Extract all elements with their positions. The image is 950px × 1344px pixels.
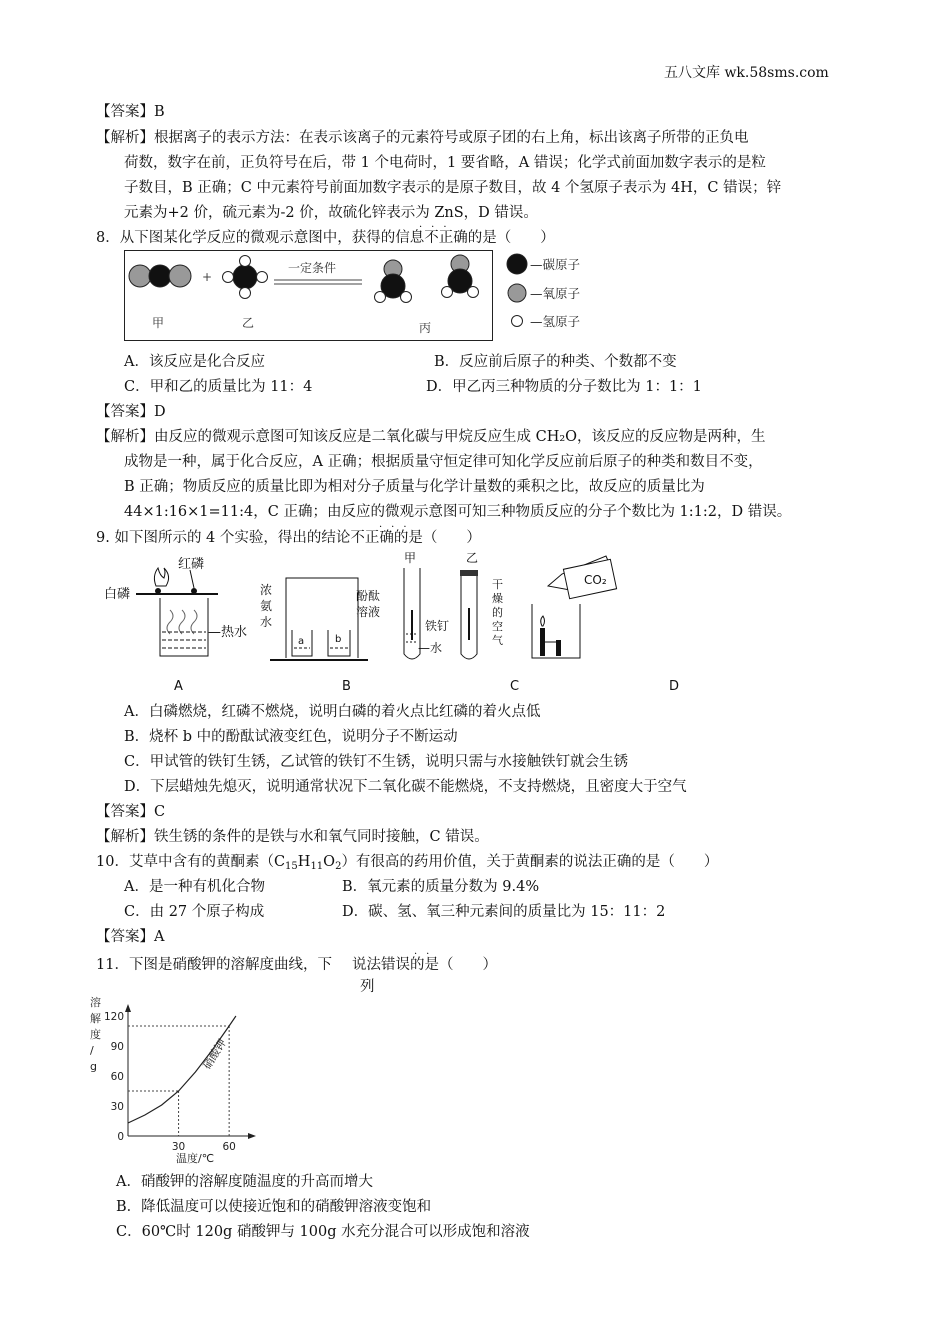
- q9-answer: 【答案】C: [96, 804, 166, 820]
- hydrogen-legend-icon: [512, 316, 523, 327]
- y-axis-title-char: 度: [90, 1028, 101, 1041]
- dry-air-label: 空: [492, 620, 503, 633]
- q11-stem-text: 11．下图是硝酸钾的溶解度曲线，下: [96, 957, 332, 973]
- q11-stem-tail: 的是（ ）: [409, 957, 497, 973]
- oxygen-legend-icon: [508, 284, 526, 302]
- q8-option-a: A．该反应是化合反应: [124, 354, 265, 370]
- beaker-a-label: a: [298, 636, 305, 647]
- dry-air-label: 燥: [492, 592, 503, 605]
- series-label-kno3: 硝酸钾: [200, 1036, 229, 1072]
- q11-option-b: B．降低温度可以使接近饱和的硝酸钾溶液变饱和: [116, 1199, 432, 1215]
- dry-air-label: 气: [492, 634, 503, 647]
- co2-label: CO₂: [584, 573, 607, 587]
- legend-oxygen: —氧原子: [530, 286, 581, 301]
- ammonia-label: 氨: [260, 599, 273, 613]
- formula-subscript: 2: [335, 861, 342, 872]
- ammonia-label: 水: [260, 615, 273, 629]
- q9-emphasis-dots: ···: [379, 522, 416, 533]
- hot-water-label: —热水: [208, 625, 248, 640]
- product-molecule: [375, 260, 412, 303]
- q9-emphasis-text: 不正确: [350, 530, 394, 546]
- q8-option-b: B．反应前后原子的种类、个数都不变: [434, 354, 677, 370]
- x-tick-label: 60: [222, 1141, 236, 1153]
- experiment-a: [104, 556, 247, 656]
- iron-nail-label: 铁钉: [425, 619, 450, 633]
- white-phosphorus-label: 白磷: [104, 587, 131, 602]
- reaction-condition: 一定条件: [288, 261, 337, 275]
- carbon-atom: [233, 265, 257, 289]
- red-phosphorus-label: 红磷: [178, 557, 205, 572]
- bell-jar: [286, 578, 358, 658]
- q10-answer: 【答案】A: [96, 929, 165, 945]
- q9-stem-text: 9. 如下图所示的 4 个实验，得出的结论: [96, 530, 351, 546]
- experiment-b: [260, 578, 380, 660]
- hydrogen-atom: [257, 272, 268, 283]
- product-molecule: [442, 255, 479, 298]
- q8-option-d: D．甲乙丙三种物质的分子数比为 1：1：1: [426, 379, 702, 395]
- y-axis-title: [90, 995, 101, 1073]
- exp-label-a: A: [174, 679, 183, 694]
- tall-candle: [540, 628, 545, 656]
- q8-analysis-line: 44×1:16×1=11:4，C 正确；由反应的微观示意图可知三种物质反应的分子个数比为 1:1:2，D 错误。: [124, 504, 792, 520]
- q11-option-c: C．60℃时 120g 硝酸钾与 100g 水充分混合可以形成饱和溶液: [116, 1224, 530, 1240]
- q8-option-c: C．甲和乙的质量比为 11：4: [124, 379, 313, 395]
- q8-stem-tail: 的是（ ）: [467, 230, 555, 246]
- dry-air-label: 干: [492, 578, 503, 591]
- hydrogen-atom: [223, 272, 234, 283]
- label-jia: 甲: [152, 316, 165, 330]
- q8-reaction-diagram: [124, 250, 494, 342]
- q7-answer: 【答案】B: [96, 104, 165, 120]
- tube-jia-label: 甲: [404, 551, 417, 565]
- x-tick-label: 30: [171, 1141, 186, 1153]
- formula-subscript: 11: [310, 861, 324, 872]
- q8-emphasis-text: 不正确: [424, 230, 468, 246]
- q8-stem-text: 8．从下图某化学反应的微观示意图中，获得的信息: [96, 230, 425, 246]
- q7-analysis-line: 子数目，B 正确；C 中元素符号前面加数字表示的是原子数目，故 4 个氢原子表示为 4H，C 错误；锌: [124, 180, 782, 196]
- q8-analysis-line: B 正确；物质反应的质量比即为相对分子质量与化学计量数的乘积之比，故反应的质量比为: [124, 479, 705, 495]
- experiment-c: [404, 551, 503, 659]
- oxygen-atom: [169, 265, 191, 287]
- tube-yi-label: 乙: [466, 551, 479, 565]
- formula-subscript: 15: [285, 861, 298, 872]
- hydrogen-atom: [240, 288, 251, 299]
- x-axis-arrow: [248, 1133, 256, 1139]
- y-tick-label: 30: [110, 1101, 124, 1113]
- q7-analysis-line: 荷数，数字在前，正负符号在后，带 1 个电荷时，1 要省略，A 错误；化学式前面加数字表示的是粒: [124, 155, 766, 171]
- white-p-sample: [155, 588, 161, 594]
- y-tick-label: 0: [117, 1131, 124, 1143]
- stopper: [460, 570, 478, 576]
- q11-option-a: A．硝酸钾的溶解度随温度的升高而增大: [116, 1174, 373, 1190]
- q9-option-d: D．下层蜡烛先熄灭，说明通常状况下二氧化碳不能燃烧，不支持燃烧，且密度大于空气: [124, 779, 687, 795]
- flame-icon: [541, 616, 545, 626]
- formula-element: H: [297, 854, 311, 870]
- q9-analysis: 【解析】铁生锈的条件的是铁与水和氧气同时接触，C 错误。: [96, 829, 489, 845]
- q10-option-c: C．由 27 个原子构成: [124, 904, 265, 920]
- pointer-line: [190, 570, 194, 588]
- q10-stem-text: 10．艾草中含有的黄酮素（C: [96, 854, 286, 870]
- solubility-chart: [84, 992, 264, 1164]
- flame-icon: [154, 568, 168, 586]
- phenolphthalein-label: 溶液: [356, 605, 381, 619]
- oxygen-atom: [129, 265, 151, 287]
- y-tick-label: 90: [110, 1041, 124, 1053]
- q9-stem-tail: 的是（ ）: [393, 530, 481, 546]
- water-label: —水: [418, 641, 443, 655]
- q10-stem: [96, 852, 718, 877]
- legend-carbon: —碳原子: [530, 257, 581, 272]
- y-axis-title-char: /: [90, 1044, 94, 1057]
- y-axis-title-char: g: [90, 1060, 97, 1073]
- phenolphthalein-label: 酚酞: [356, 589, 381, 603]
- q11-emphasis-dots: ··: [414, 949, 439, 960]
- short-candle: [556, 640, 561, 656]
- formula-element: O: [323, 854, 336, 870]
- legend-hydrogen: —氢原子: [530, 314, 581, 329]
- q10-option-b: B．氧元素的质量分数为 9.4%: [342, 879, 540, 895]
- q9-experiments-diagram: [100, 548, 620, 696]
- q7-analysis-line: 【解析】根据离子的表示方法：在表示该离子的元素符号或原子团的右上角，标出该离子所带的正负电: [96, 130, 749, 146]
- y-axis-arrow: [125, 1004, 131, 1012]
- q11-stem-wrap: 列: [360, 979, 375, 995]
- hydrogen-atom: [240, 256, 251, 267]
- q8-emphasis-dots: ···: [419, 222, 456, 233]
- y-tick-label: 120: [103, 1011, 124, 1023]
- carbon-atom: [149, 265, 171, 287]
- beaker-b-label: b: [335, 634, 342, 645]
- q8-analysis-line: 【解析】由反应的微观示意图可知该反应是二氧化碳与甲烷反应生成 CH₂O，该反应的反应物是两种，生: [96, 429, 766, 445]
- y-tick-label: 60: [110, 1071, 124, 1083]
- exp-label-b: B: [342, 679, 351, 694]
- dry-air-label: 的: [492, 606, 503, 619]
- q9-option-a: A．白磷燃烧，红磷不燃烧，说明白磷的着火点比红磷的着火点低: [124, 704, 541, 720]
- exp-label-d: D: [669, 679, 680, 694]
- steam-lines: [167, 610, 197, 634]
- atom-legend: [505, 252, 615, 334]
- q10-option-d: D．碳、氢、氧三种元素间的质量比为 15：11：2: [342, 904, 666, 920]
- y-axis-title-char: 解: [90, 1012, 101, 1025]
- q10-stem-tail: ）有很高的药用价值，关于黄酮素的说法正确的是（ ）: [341, 854, 719, 870]
- q8-stem: [96, 228, 555, 248]
- q11-stem-text: 说法: [351, 957, 381, 973]
- q10-option-a: A．是一种有机化合物: [124, 879, 265, 895]
- exp-label-c: C: [510, 679, 520, 694]
- q9-option-b: B．烧杯 b 中的酚酞试液变红色，说明分子不断运动: [124, 729, 458, 745]
- q8-answer: 【答案】D: [96, 404, 166, 420]
- label-bing: 丙: [419, 321, 432, 335]
- red-p-sample: [191, 588, 197, 594]
- y-axis-title-char: 溶: [90, 996, 101, 1009]
- ammonia-label: 浓: [260, 583, 273, 597]
- label-yi: 乙: [242, 316, 255, 330]
- carbon-legend-icon: [507, 254, 527, 274]
- q9-stem: [96, 528, 481, 548]
- series-line-kno3: [128, 1016, 236, 1123]
- plus-sign: +: [202, 270, 213, 284]
- q11-emphasis-text: 错误: [380, 957, 410, 973]
- q7-analysis-line: 元素为+2 价，硫元素为-2 价，故硫化锌表示为 ZnS，D 错误。: [124, 205, 538, 221]
- x-axis-title: 温度/℃: [176, 1152, 215, 1164]
- q8-analysis-line: 成物是一种，属于化合反应，A 正确；根据质量守恒定律可知化学反应前后原子的种类和数目不变，: [124, 454, 763, 470]
- q9-option-c: C．甲试管的铁钉生锈，乙试管的铁钉不生锈，说明只需与水接触铁钉就会生锈: [124, 754, 629, 770]
- experiment-d: [532, 556, 617, 658]
- site-header: 五八文库 wk.58sms.com: [664, 65, 829, 81]
